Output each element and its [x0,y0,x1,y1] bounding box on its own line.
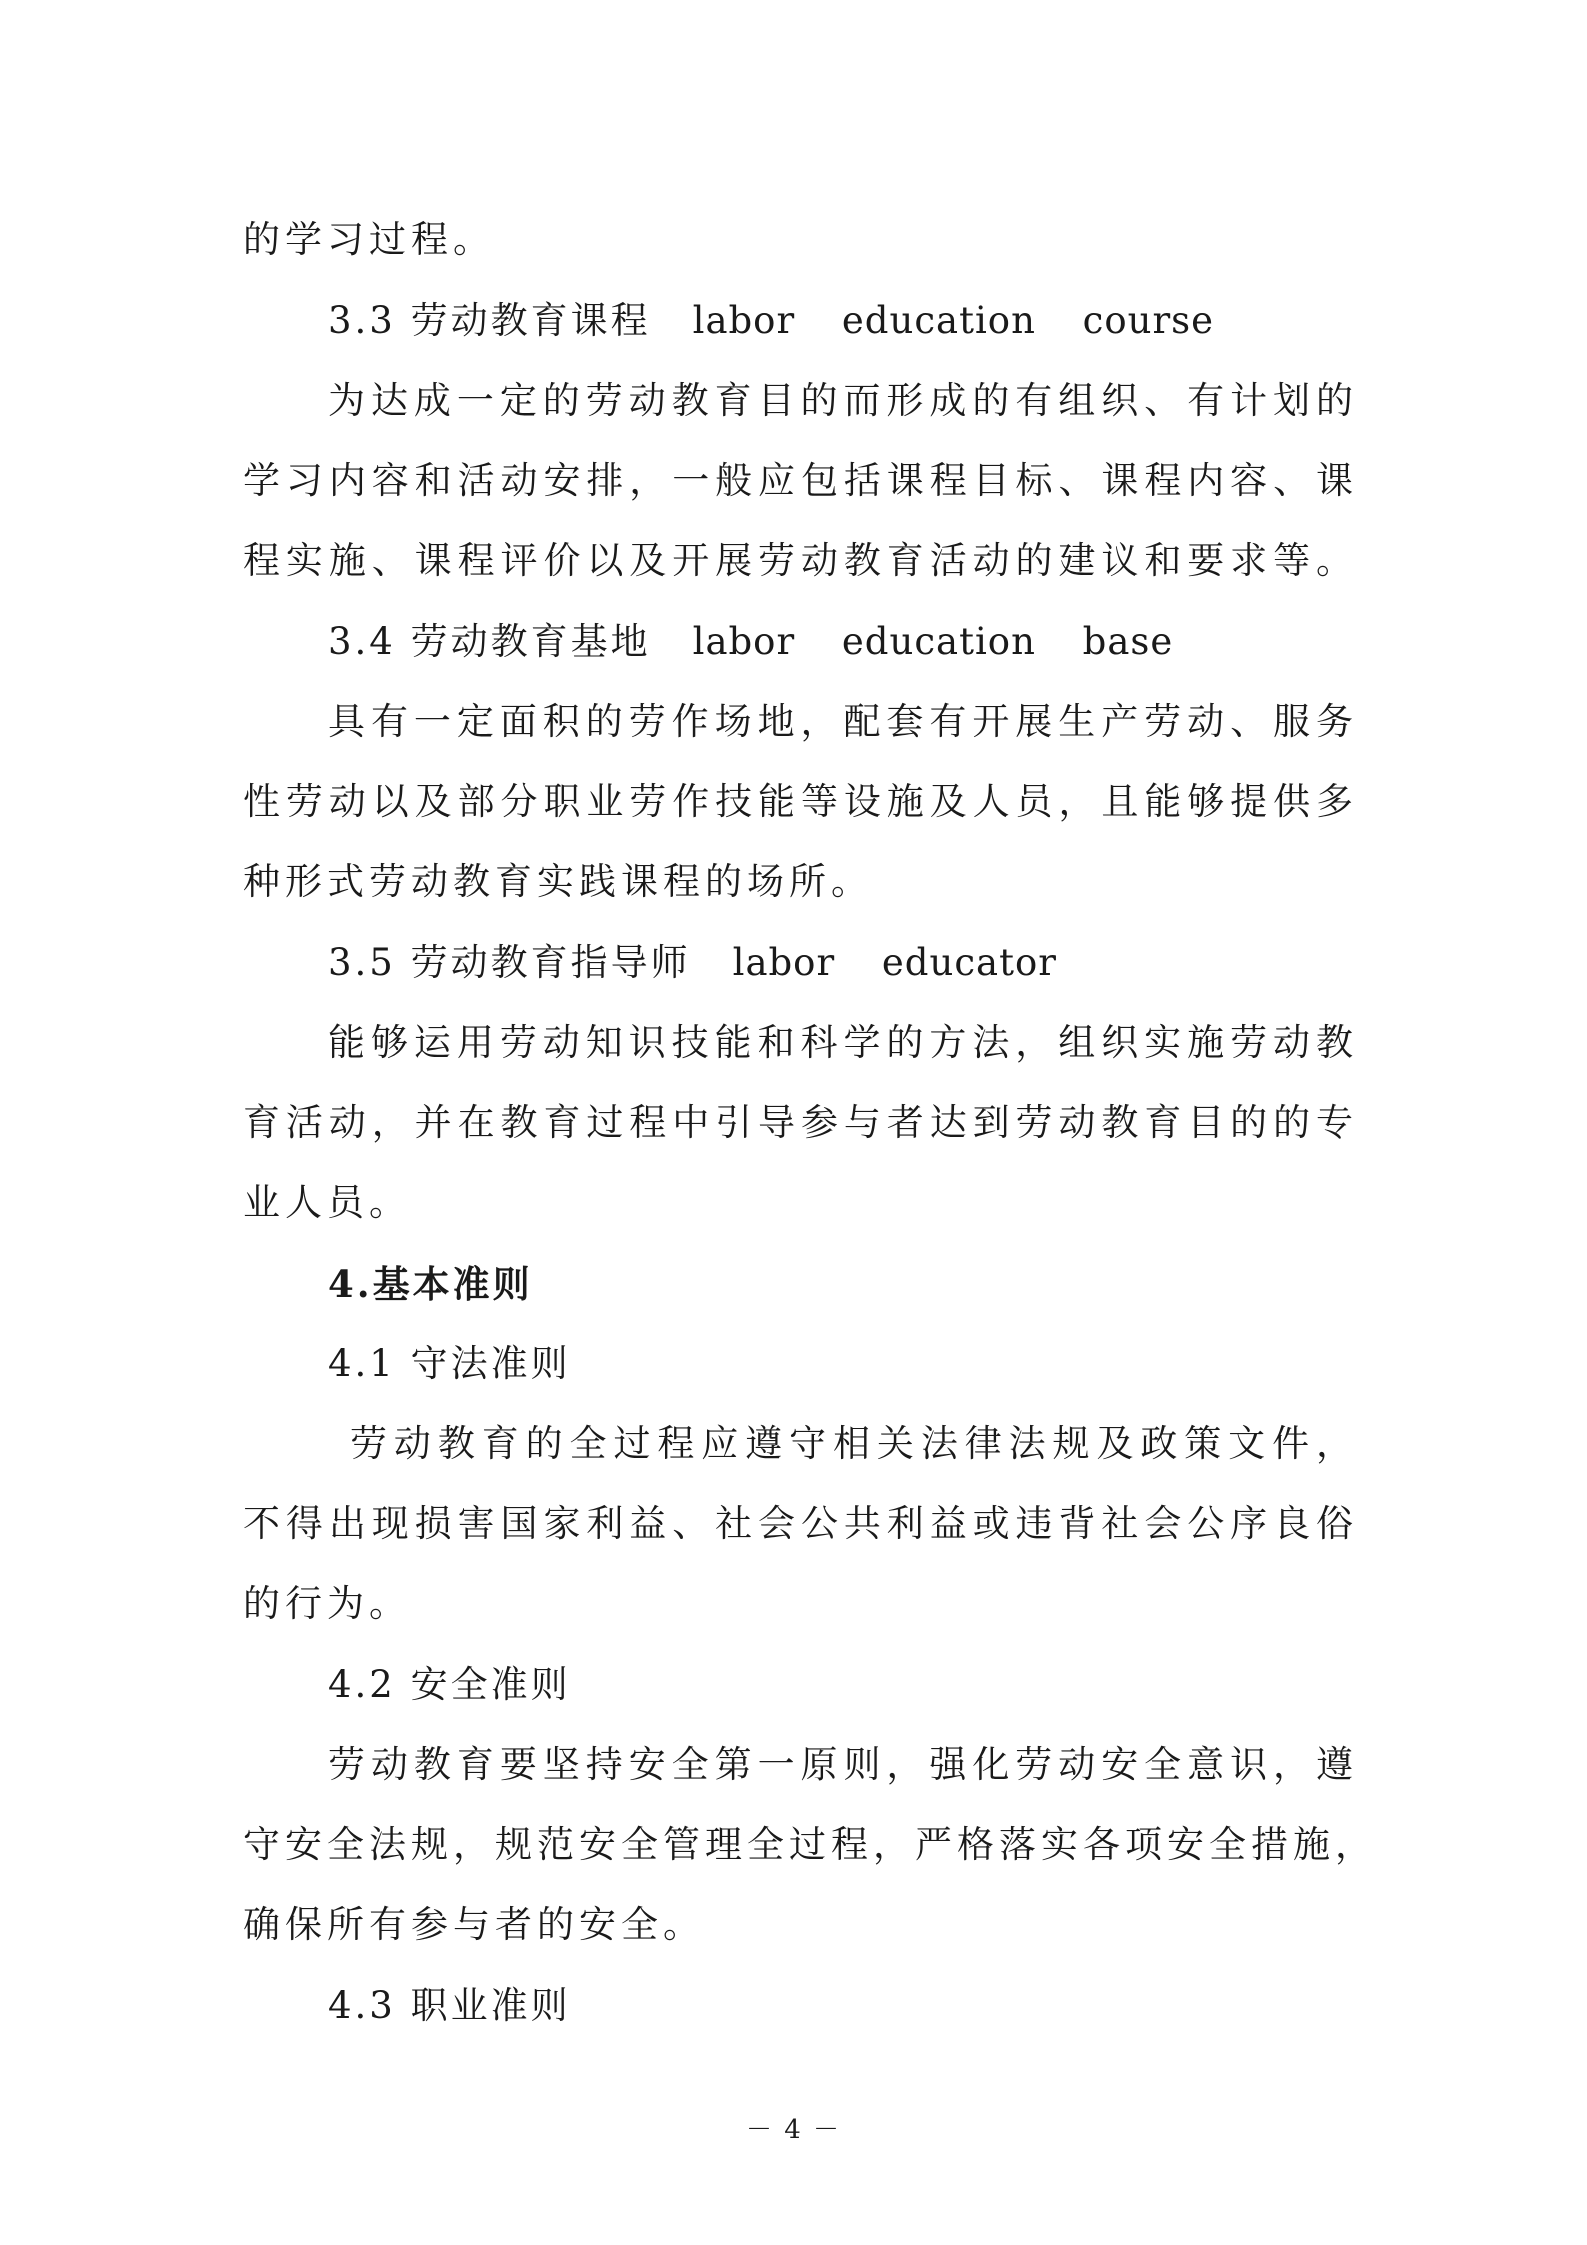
paragraph-line: 的学习过程。 [243,218,495,261]
term-3-4 [328,617,1173,667]
paragraph-line: 不得出现损害国家利益、社会公共利益或违背社会公序良俗 [243,1502,1358,1545]
section-heading-4-2: 4.2 安全准则 [328,1663,571,1706]
paragraph-line: 的行为。 [243,1582,411,1625]
term-title: 3.4 劳动教育基地 [328,620,651,663]
paragraph-line: 劳动教育要坚持安全第一原则，强化劳动安全意识，遵 [328,1743,1358,1786]
paragraph-line: 劳动教育的全过程应遵守相关法律法规及政策文件， [350,1422,1358,1465]
paragraph-line: 育活动，并在教育过程中引导参与者达到劳动教育目的的专 [243,1101,1358,1144]
term-3-3 [328,296,1214,346]
term-english: labor education course [692,299,1215,342]
term-english: labor education base [692,620,1174,663]
section-heading-4-1: 4.1 守法准则 [328,1342,571,1385]
paragraph-line: 业人员。 [243,1181,411,1224]
page-number: － 4 － [745,2115,842,2145]
term-3-5 [328,938,1057,988]
term-title: 3.5 劳动教育指导师 [328,941,691,984]
paragraph-line: 种形式劳动教育实践课程的场所。 [243,860,873,903]
paragraph-line: 能够运用劳动知识技能和科学的方法，组织实施劳动教 [328,1021,1358,1064]
paragraph-line: 程实施、课程评价以及开展劳动教育活动的建议和要求等。 [243,539,1358,582]
paragraph-line: 性劳动以及部分职业劳作技能等设施及人员，且能够提供多 [243,780,1358,823]
paragraph-line: 具有一定面积的劳作场地，配套有开展生产劳动、服务 [328,700,1358,743]
paragraph-line: 守安全法规，规范安全管理全过程，严格落实各项安全措施， [243,1823,1377,1866]
term-title: 3.3 劳动教育课程 [328,299,651,342]
paragraph-line: 为达成一定的劳动教育目的而形成的有组织、有计划的 [328,379,1358,422]
paragraph-line: 确保所有参与者的安全。 [243,1903,705,1946]
section-heading-4-3: 4.3 职业准则 [328,1984,571,2027]
paragraph-line: 学习内容和活动安排，一般应包括课程目标、课程内容、课 [243,459,1358,502]
section-heading-4: 4.基本准则 [328,1262,533,1306]
term-english: labor educator [732,941,1057,984]
